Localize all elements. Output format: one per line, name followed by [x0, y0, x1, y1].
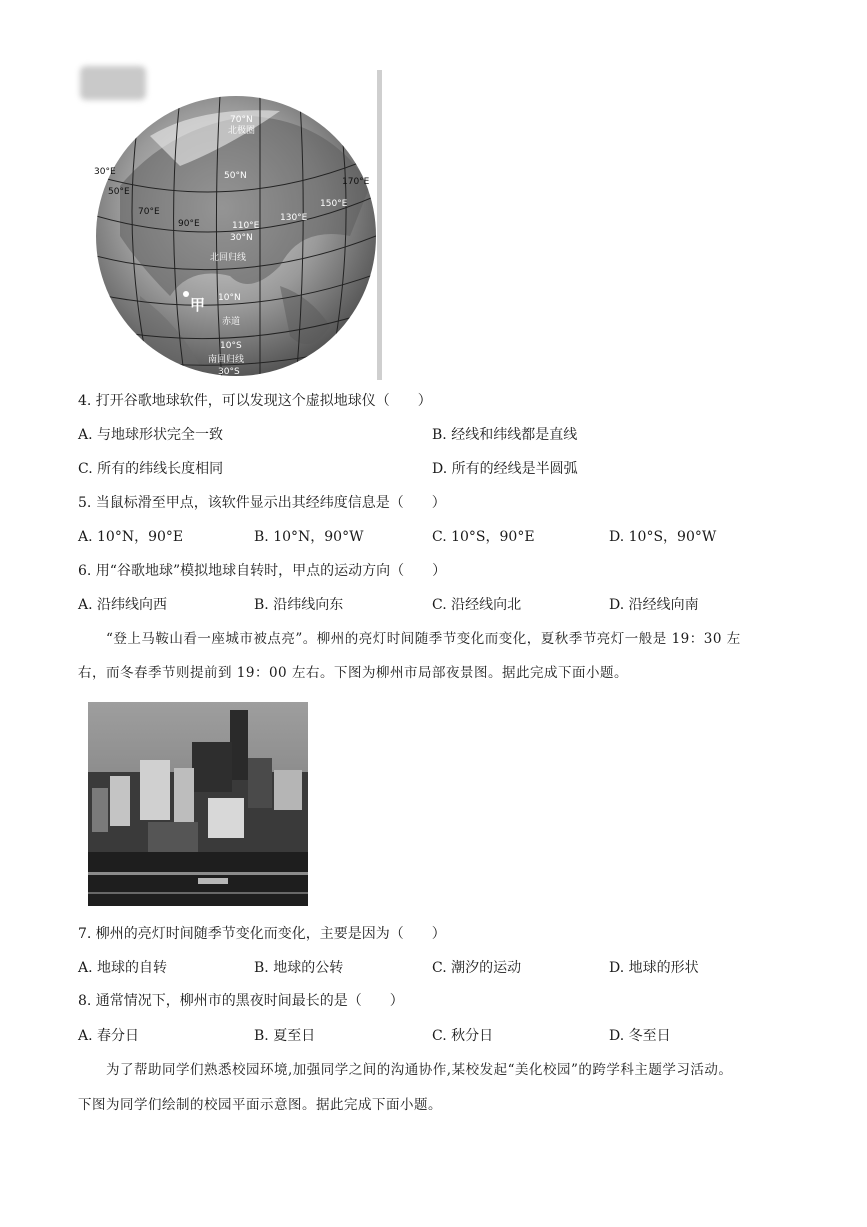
label-tropic-cancer: 北回归线	[210, 253, 247, 263]
label-10n: 10°N	[218, 293, 241, 303]
label-50e: 50°E	[108, 187, 130, 197]
question-4-option-a: A. 与地球形状完全一致	[78, 427, 224, 443]
label-30e: 30°E	[94, 167, 116, 177]
question-5-option-d: D. 10°S，90°W	[609, 529, 717, 545]
passage-2-line-1: 为了帮助同学们熟悉校园环境,加强同学之间的沟通协作,某校发起“美化校园”的跨学科主题学习活动。	[106, 1062, 733, 1078]
city-photo-svg	[88, 702, 308, 906]
label-jia: 甲	[190, 296, 206, 314]
question-4-stem: 4. 打开谷歌地球软件，可以发现这个虚拟地球仪（ ）	[78, 393, 432, 409]
question-8-option-d: D. 冬至日	[609, 1028, 671, 1044]
question-6-stem: 6. 用“谷歌地球”模拟地球自转时，甲点的运动方向（ ）	[78, 563, 447, 579]
globe-figure	[80, 66, 382, 382]
label-150e: 150°E	[320, 199, 348, 209]
passage-1-line-1: “登上马鞍山看一座城市被点亮”。柳州的亮灯时间随季节变化而变化，夏秋季节亮灯一般是 19：30 左	[106, 631, 741, 647]
question-5-stem: 5. 当鼠标滑至甲点，该软件显示出其经纬度信息是（ ）	[78, 495, 446, 511]
globe-svg	[80, 66, 382, 382]
question-6-option-a: A. 沿纬线向西	[78, 597, 168, 613]
question-6-option-c: C. 沿经线向北	[432, 597, 522, 613]
label-tropic-capricorn: 南回归线	[208, 355, 245, 365]
scan-edge-bar	[377, 70, 382, 380]
label-110e: 110°E	[232, 221, 260, 231]
passage-1-line-2: 右，而冬春季节则提前到 19：00 左右。下图为柳州市局部夜景图。据此完成下面小题。	[78, 665, 628, 681]
label-70e: 70°E	[138, 207, 160, 217]
question-7-option-a: A. 地球的自转	[78, 960, 168, 976]
label-30s: 30°S	[218, 367, 240, 377]
question-5-option-a: A. 10°N，90°E	[78, 529, 184, 545]
question-8-stem: 8. 通常情况下，柳州市的黑夜时间最长的是（ ）	[78, 993, 404, 1009]
question-6-option-b: B. 沿纬线向东	[254, 597, 344, 613]
question-6-option-d: D. 沿经线向南	[609, 597, 699, 613]
question-5-option-b: B. 10°N，90°W	[254, 529, 364, 545]
city-night-photo	[88, 702, 308, 906]
passage-2-line-2: 下图为同学们绘制的校园平面示意图。据此完成下面小题。	[78, 1097, 442, 1113]
point-jia-marker	[183, 291, 189, 297]
label-70n: 70°N	[230, 115, 253, 125]
question-7-option-b: B. 地球的公转	[254, 960, 344, 976]
question-7-option-c: C. 潮汐的运动	[432, 960, 522, 976]
question-8-option-b: B. 夏至日	[254, 1028, 316, 1044]
question-4-option-c: C. 所有的纬线长度相同	[78, 461, 224, 477]
label-170e: 170°E	[342, 177, 370, 187]
label-90e: 90°E	[178, 219, 200, 229]
question-7-stem: 7. 柳州的亮灯时间随季节变化而变化，主要是因为（ ）	[78, 926, 446, 942]
question-4-option-d: D. 所有的经线是半圆弧	[432, 461, 578, 477]
label-130e: 130°E	[280, 213, 308, 223]
label-30n: 30°N	[230, 233, 253, 243]
question-5-option-c: C. 10°S，90°E	[432, 529, 535, 545]
label-10s: 10°S	[220, 341, 242, 351]
label-50n: 50°N	[224, 171, 247, 181]
question-4-option-b: B. 经线和纬线都是直线	[432, 427, 578, 443]
question-7-option-d: D. 地球的形状	[609, 960, 699, 976]
label-equator: 赤道	[222, 317, 241, 327]
question-8-option-a: A. 春分日	[78, 1028, 140, 1044]
label-arctic: 北极圈	[228, 126, 256, 136]
question-8-option-c: C. 秋分日	[432, 1028, 494, 1044]
